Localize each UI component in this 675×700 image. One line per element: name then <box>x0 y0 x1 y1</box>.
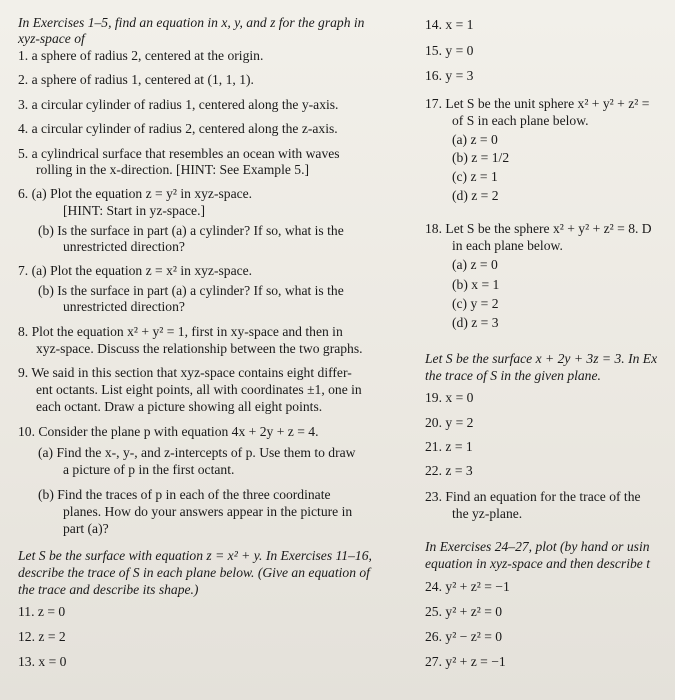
right-text-line: 26. y² − z² = 0 <box>425 629 503 644</box>
right-text-line: 23. Find an equation for the trace of the <box>425 489 641 504</box>
right-text-line: equation in xyz-space and then describe t <box>425 556 650 571</box>
left-text-line: a picture of p in the first octant. <box>63 462 235 477</box>
right-text-line: 25. y² + z² = 0 <box>425 604 503 619</box>
right-text-line: (d) z = 2 <box>452 188 499 203</box>
left-text-line: In Exercises 1–5, find an equation in x, y, and z for the graph in <box>18 15 365 30</box>
left-text-line: 2. a sphere of radius 1, centered at (1, 1, 1). <box>18 72 254 87</box>
left-text-line: 7. (a) Plot the equation z = x² in xyz-space. <box>18 263 253 278</box>
left-text-line: 10. Consider the plane p with equation 4x + 2y + z = 4. <box>18 424 319 439</box>
right-text-line: (a) z = 0 <box>452 132 498 147</box>
left-text-line: 11. z = 0 <box>18 604 66 619</box>
right-text-line: 24. y² + z² = −1 <box>425 579 510 594</box>
right-text-line: (b) x = 1 <box>452 277 500 292</box>
right-text-line: 21. z = 1 <box>425 439 473 454</box>
left-text-line: 8. Plot the equation x² + y² = 1, first in xy-space and then in <box>18 324 343 339</box>
right-text-line: 20. y = 2 <box>425 415 474 430</box>
right-text-line: of S in each plane below. <box>452 113 589 128</box>
right-text-line: (c) y = 2 <box>452 296 499 311</box>
right-text-line: the yz-plane. <box>452 506 523 521</box>
left-text-line: 9. We said in this section that xyz-space contains eight differ- <box>18 365 352 380</box>
left-text-line: describe the trace of S in each plane below. (Give an equation of <box>18 565 370 580</box>
left-text-line: ent octants. List eight points, all with coordinates ±1, one in <box>36 382 362 397</box>
right-text-line: 19. x = 0 <box>425 390 474 405</box>
left-text-line: planes. How do your answers appear in the picture in <box>63 504 353 519</box>
left-text-line: 4. a circular cylinder of radius 2, centered along the z-axis. <box>18 121 338 136</box>
right-text-line: 17. Let S be the unit sphere x² + y² + z² = <box>425 96 650 111</box>
left-text-line: xyz-space of <box>18 31 85 46</box>
right-text-line: the trace of S in the given plane. <box>425 368 601 383</box>
left-text-line: 5. a cylindrical surface that resembles an ocean with waves <box>18 146 340 161</box>
left-text-line: [HINT: Start in yz-space.] <box>63 203 206 218</box>
left-text-line: rolling in the x-direction. [HINT: See Example 5.] <box>36 162 310 177</box>
left-text-line: the trace and describe its shape.) <box>18 582 199 597</box>
right-text-line: in each plane below. <box>452 238 563 253</box>
right-text-line: (b) z = 1/2 <box>452 150 510 165</box>
left-text-line: 1. a sphere of radius 2, centered at the origin. <box>18 48 264 63</box>
right-text-line: 18. Let S be the sphere x² + y² + z² = 8. D <box>425 221 652 236</box>
right-text-line: (a) z = 0 <box>452 257 498 272</box>
right-text-line: 27. y² + z = −1 <box>425 654 506 669</box>
left-text-line: 6. (a) Plot the equation z = y² in xyz-space. <box>18 186 253 201</box>
right-text-line: 15. y = 0 <box>425 43 474 58</box>
right-text-line: (c) z = 1 <box>452 169 498 184</box>
right-text-line: 16. y = 3 <box>425 68 474 83</box>
right-text-line: 14. x = 1 <box>425 17 474 32</box>
left-text-line: 13. x = 0 <box>18 654 67 669</box>
left-text-line: xyz-space. Discuss the relationship between the two graphs. <box>36 341 363 356</box>
left-text-line: 12. z = 2 <box>18 629 66 644</box>
right-text-line: (d) z = 3 <box>452 315 499 330</box>
left-text-line: (a) Find the x-, y-, and z-intercepts of p. Use them to draw <box>38 445 356 460</box>
right-text-line: In Exercises 24–27, plot (by hand or usin <box>425 539 650 554</box>
left-text-line: part (a)? <box>63 521 109 536</box>
right-text-line: 22. z = 3 <box>425 463 473 478</box>
left-text-line: unrestricted direction? <box>63 299 185 314</box>
left-text-line: unrestricted direction? <box>63 239 185 254</box>
left-text-line: (b) Find the traces of p in each of the three coordinate <box>38 487 331 502</box>
left-text-line: each octant. Draw a picture showing all eight points. <box>36 399 323 414</box>
left-text-line: 3. a circular cylinder of radius 1, centered along the y-axis. <box>18 97 339 112</box>
left-text-line: Let S be the surface with equation z = x² + y. In Exercises 11–16, <box>18 548 372 563</box>
left-text-line: (b) Is the surface in part (a) a cylinder? If so, what is the <box>38 283 344 298</box>
right-text-line: Let S be the surface x + 2y + 3z = 3. In Ex <box>425 351 658 366</box>
left-text-line: (b) Is the surface in part (a) a cylinder? If so, what is the <box>38 223 344 238</box>
